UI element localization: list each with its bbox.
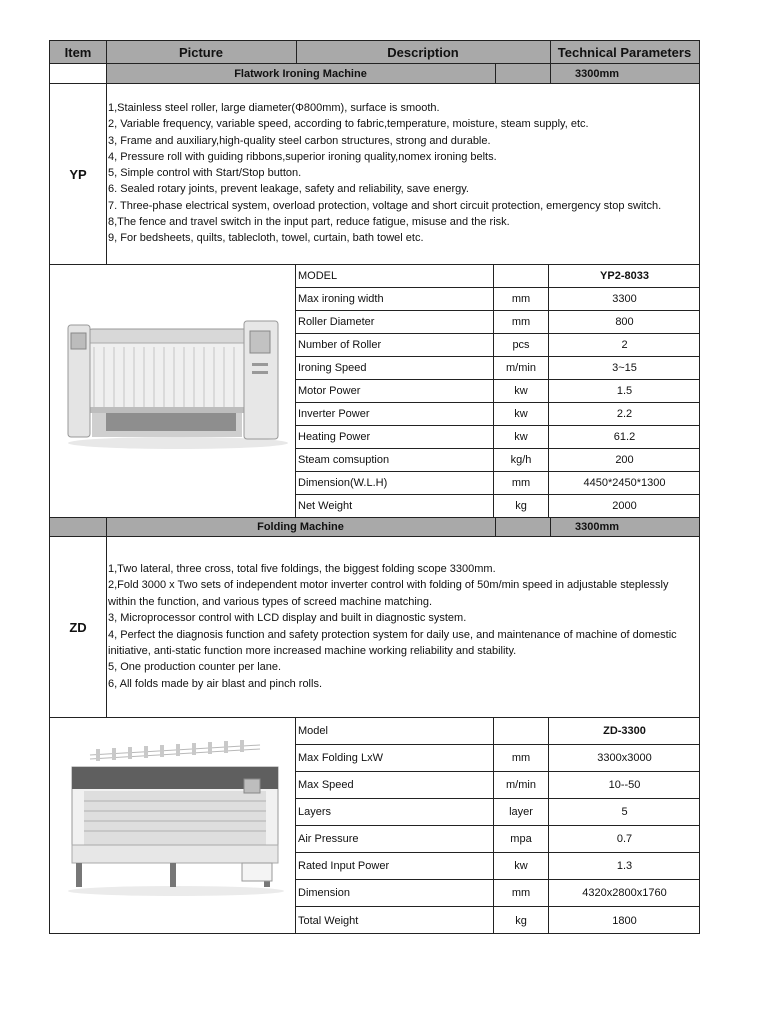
spec-name: Steam comsuption [295, 449, 494, 471]
spec-row [295, 334, 700, 357]
description-line: 9, For bedsheets, quilts, tablecloth, towel, curtain, bath towel etc. [108, 232, 424, 245]
spec-unit: mm [494, 745, 549, 771]
spec-unit: m/min [494, 772, 549, 798]
spec-unit: kg/h [494, 449, 549, 471]
spec-sheet-table [49, 40, 700, 934]
item-code-zd: ZD [69, 619, 87, 635]
header-item: Item [64, 44, 92, 60]
spec-row [295, 853, 700, 880]
spec-value: 1.3 [616, 860, 633, 872]
folding-machine-image [60, 739, 290, 899]
description-line: 1,Two lateral, three cross, total five foldings, the biggest folding scope 3300mm. [108, 563, 496, 575]
spec-unit: mm [494, 311, 549, 333]
item-code-yp: YP [69, 166, 87, 182]
spec-value: 3300 [612, 293, 637, 305]
spec-value: 3~15 [612, 362, 637, 374]
spec-unit: kg [494, 495, 549, 517]
spec-row [295, 880, 700, 907]
spec-row [295, 745, 700, 772]
description-line: 7. Three-phase electrical system, overload protection, voltage and short circuit protection, emergency stop switch. [108, 199, 662, 212]
spec-name: Model [295, 718, 494, 744]
ironing-machine-image [58, 303, 290, 453]
spec-name: Ironing Speed [295, 357, 494, 379]
spec-value: 1.5 [616, 385, 633, 397]
spec-unit: kw [494, 426, 549, 448]
spec-unit: mm [494, 288, 549, 310]
spec-name: Number of Roller [295, 334, 494, 356]
spec-value: 200 [615, 454, 634, 466]
spec-row [295, 495, 700, 517]
spec-name: Motor Power [295, 380, 494, 402]
description-line: 4, Pressure roll with guiding ribbons,superior ironing quality,nomex ironing belts. [108, 150, 497, 163]
description-line: 3, Microprocessor control with LCD display and built in diagnostic system. [108, 612, 467, 625]
header-description: Description [387, 44, 459, 60]
spec-row [295, 380, 700, 403]
spec-name: Heating Power [295, 426, 494, 448]
spec-name: Dimension [295, 880, 494, 906]
spec-value: ZD-3300 [603, 725, 646, 737]
spec-row [295, 449, 700, 472]
spec-row [295, 718, 700, 745]
spec-value: 4320x2800x1760 [582, 887, 667, 899]
spec-row [295, 357, 700, 380]
spec-value: 4450*2450*1300 [583, 477, 666, 489]
description-line: 5, Simple control with Start/Stop button. [108, 167, 302, 180]
description-line: 5, One production counter per lane. [108, 661, 282, 674]
description-line: 4, Perfect the diagnosis function and safety protection system for daily use, and maintenance of machine of domestic initiative, anti-static function more increased machine working reliability and stability. [108, 628, 677, 658]
spec-unit: kw [494, 403, 549, 425]
description-line: 3, Frame and auxiliary,high-quality steel carbon structures, strong and durable. [108, 134, 491, 147]
spec-name: Layers [295, 799, 494, 825]
description-folding [108, 561, 698, 692]
spec-value: 5 [621, 806, 628, 818]
section-title-folding: Folding Machine [257, 521, 344, 533]
spec-unit: kg [494, 907, 549, 934]
spec-value: 800 [615, 316, 634, 328]
spec-name: MODEL [295, 265, 494, 287]
spec-value: 0.7 [616, 833, 633, 845]
description-line: 2,Fold 3000 x Two sets of independent motor inverter control with folding of 50m/min speed in adjustable steplessly within the function, and various types of screed machine matching. [108, 579, 669, 608]
spec-unit: kw [494, 853, 549, 879]
spec-row [295, 403, 700, 426]
spec-name: Total Weight [295, 907, 494, 934]
spec-value: 10--50 [608, 779, 641, 791]
section-title-ironing: Flatwork Ironing Machine [234, 67, 367, 80]
spec-value: 61.2 [613, 431, 636, 443]
spec-value: 2 [621, 339, 628, 351]
spec-name: Air Pressure [295, 826, 494, 852]
spec-value: 2.2 [616, 408, 633, 420]
spec-name: Roller Diameter [295, 311, 494, 333]
spec-row [295, 265, 700, 288]
spec-name: Inverter Power [295, 403, 494, 425]
spec-name: Max Speed [295, 772, 494, 798]
spec-table-folding [295, 718, 700, 934]
spec-unit [494, 718, 549, 744]
spec-name: Dimension(W.L.H) [295, 472, 494, 494]
description-line: 2, Variable frequency, variable speed, according to fabric,temperature, moisture, steam supply, etc. [108, 118, 589, 131]
spec-value: 2000 [612, 500, 637, 512]
header-picture: Picture [178, 44, 224, 60]
spec-name: Rated Input Power [295, 853, 494, 879]
spec-unit: kw [494, 380, 549, 402]
spec-unit: mm [494, 472, 549, 494]
section-size-folding: 3300mm [574, 521, 620, 533]
description-line: 8,The fence and travel switch in the input part, reduce fatigue, misuse and the risk. [108, 216, 510, 229]
spec-row [295, 288, 700, 311]
spec-unit: mpa [494, 826, 549, 852]
spec-table-ironing [295, 265, 700, 517]
description-line: 6, All folds made by air blast and pinch rolls. [108, 677, 323, 690]
spec-value: 3300x3000 [597, 752, 652, 764]
spec-name: Net Weight [295, 495, 494, 517]
spec-value: 1800 [612, 914, 637, 927]
description-line: 6. Sealed rotary joints, prevent leakage, safety and reliability, save energy. [108, 183, 469, 196]
spec-name: Max Folding LxW [295, 745, 494, 771]
spec-row [295, 772, 700, 799]
spec-unit: layer [494, 799, 549, 825]
description-ironing [108, 100, 698, 247]
spec-unit: m/min [494, 357, 549, 379]
spec-row [295, 472, 700, 495]
spec-row [295, 311, 700, 334]
spec-name: Max ironing width [295, 288, 494, 310]
spec-value: YP2-8033 [600, 270, 649, 282]
spec-unit [494, 265, 549, 287]
spec-row [295, 426, 700, 449]
description-line: 1,Stainless steel roller, large diameter(Φ800mm), surface is smooth. [108, 102, 440, 114]
header-technical-parameters: Technical Parameters [557, 44, 692, 60]
spec-row [295, 799, 700, 826]
spec-unit: pcs [494, 334, 549, 356]
section-size-ironing: 3300mm [574, 67, 620, 80]
spec-unit: mm [494, 880, 549, 906]
spec-row [295, 826, 700, 853]
spec-row [295, 907, 700, 934]
